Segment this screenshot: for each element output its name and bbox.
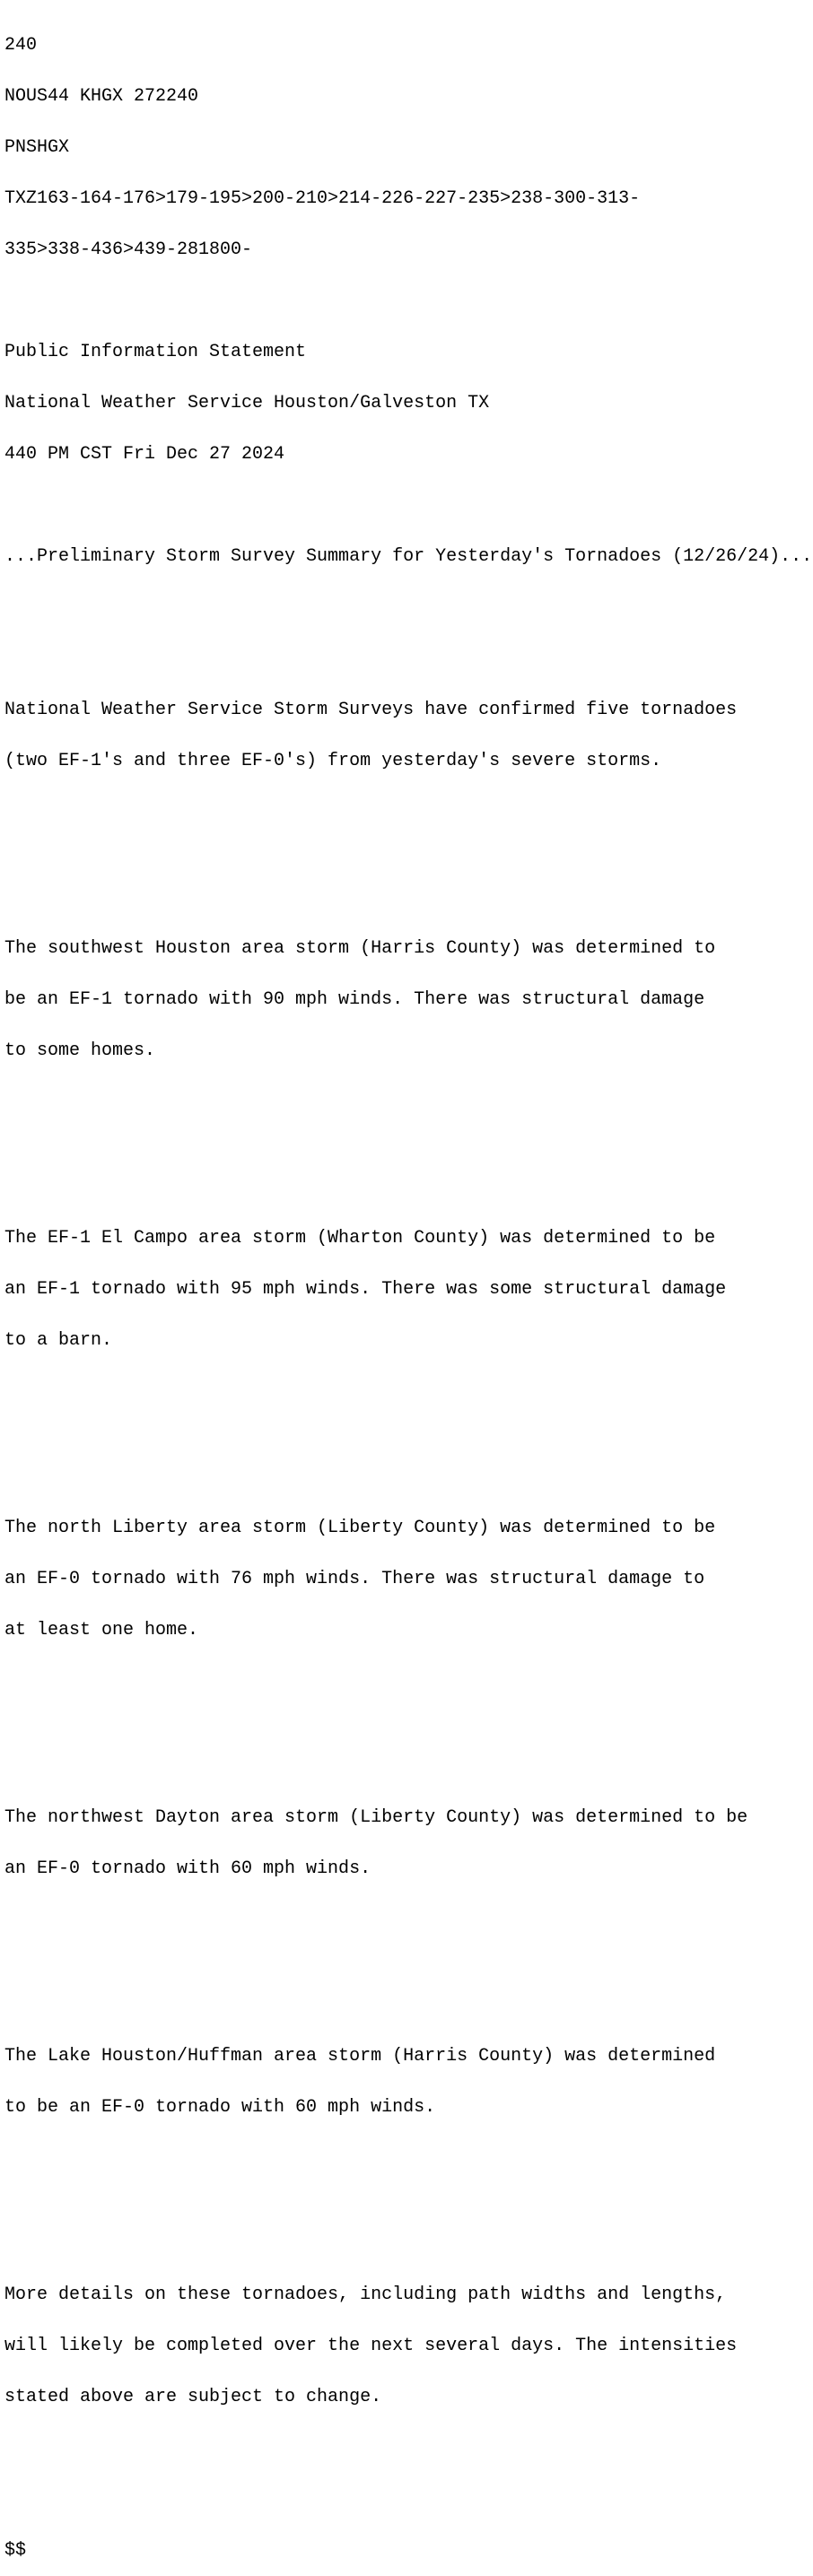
blank-line xyxy=(4,599,813,616)
ugc-line: 335>338-436>439-281800- xyxy=(4,239,253,260)
paragraph xyxy=(4,1775,813,1911)
paragraph-line: to a barn. xyxy=(4,1330,113,1351)
paragraph xyxy=(4,1196,813,1383)
blank-line xyxy=(4,838,813,855)
blank-line xyxy=(4,1945,813,1962)
paragraph xyxy=(4,2014,813,2150)
paragraph-line: to some homes. xyxy=(4,1040,156,1061)
blank-line xyxy=(4,1417,813,1434)
blank-line xyxy=(4,497,813,514)
paragraph-line: The EF-1 El Campo area storm (Wharton County) was determined to be xyxy=(4,1228,716,1249)
wmo-header: NOUS44 KHGX 272240 xyxy=(4,86,199,107)
paragraph-line: an EF-1 tornado with 95 mph winds. There was some structural damage xyxy=(4,1279,727,1300)
paragraph-line: National Weather Service Storm Surveys have confirmed five tornadoes xyxy=(4,700,738,720)
paragraph-line: The north Liberty area storm (Liberty County) was determined to be xyxy=(4,1518,716,1538)
paragraph-line: at least one home. xyxy=(4,1620,199,1640)
paragraph-line: The southwest Houston area storm (Harris County) was determined to xyxy=(4,938,716,959)
paragraph-line: stated above are subject to change. xyxy=(4,2387,382,2407)
issue-time: 440 PM CST Fri Dec 27 2024 xyxy=(4,444,285,465)
paragraph xyxy=(4,667,813,804)
paragraph-line: (two EF-1's and three EF-0's) from yesterday's severe storms. xyxy=(4,751,662,771)
blank-line xyxy=(4,2184,813,2201)
paragraph-line: More details on these tornadoes, including path widths and lengths, xyxy=(4,2284,727,2305)
paragraph-line: be an EF-1 tornado with 90 mph winds. There was structural damage xyxy=(4,989,705,1010)
sequence-number: 240 xyxy=(4,35,38,56)
paragraph-line: will likely be completed over the next several days. The intensities xyxy=(4,2336,738,2356)
blank-line xyxy=(4,292,813,309)
end-of-product-marker: $$ xyxy=(4,2540,27,2561)
headline: ...Preliminary Storm Survey Summary for Yesterday's Tornadoes (12/26/24)... xyxy=(4,546,813,567)
blank-line xyxy=(4,1707,813,1724)
product-type: Public Information Statement xyxy=(4,342,307,362)
paragraph-line: an EF-0 tornado with 60 mph winds. xyxy=(4,1858,372,1879)
paragraph-line: to be an EF-0 tornado with 60 mph winds. xyxy=(4,2097,436,2118)
awips-id: PNSHGX xyxy=(4,137,70,158)
paragraph xyxy=(4,1485,813,1673)
paragraph-line: The Lake Houston/Huffman area storm (Harris County) was determined xyxy=(4,2046,716,2067)
blank-line xyxy=(4,1127,813,1144)
blank-line xyxy=(4,2474,813,2491)
paragraph-line: an EF-0 tornado with 76 mph winds. There was structural damage to xyxy=(4,1569,705,1589)
paragraph xyxy=(4,2252,813,2440)
paragraph-line: The northwest Dayton area storm (Liberty County) was determined to be xyxy=(4,1807,748,1828)
issuing-office: National Weather Service Houston/Galveston TX xyxy=(4,393,490,413)
ugc-line: TXZ163-164-176>179-195>200-210>214-226-227-235>238-300-313- xyxy=(4,188,641,209)
paragraph xyxy=(4,906,813,1093)
